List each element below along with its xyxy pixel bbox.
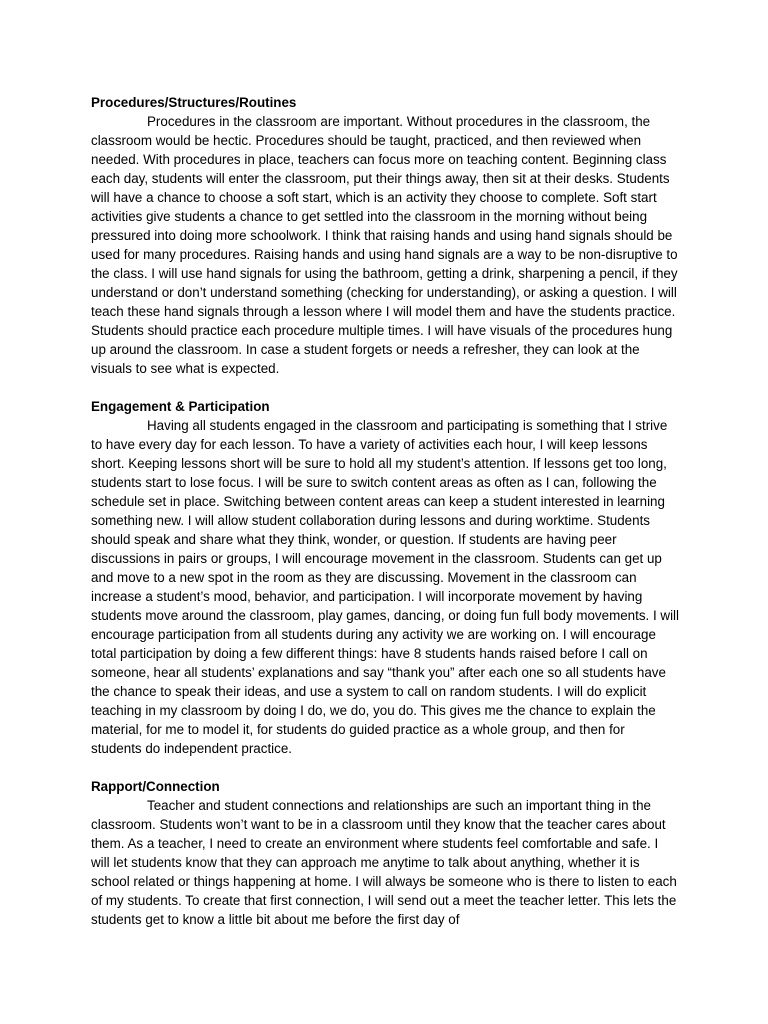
section-engagement [91, 397, 679, 758]
section-procedures [91, 93, 679, 378]
section-heading: Engagement & Participation [91, 399, 270, 414]
section-spacer [91, 378, 679, 397]
section-paragraph: Having all students engaged in the classroom and participating is something that I strive to have every day for each lesson. To have a variety of activities each hour, I will keep lessons short. Keeping lessons short will be sure to hold all my student’s attention. If lessons get too long, students start to lose focus. I will be sure to switch content areas as often as I can, following the schedule set in place. Switching between content areas can keep a student interested in learning something new. I will allow student collaboration during lessons and during worktime. Students should speak and share what they think, wonder, or question. If students are having peer discussions in pairs or groups, I will encourage movement in the classroom. Students can get up and move to a new spot in the room as they are discussing. Movement in the classroom can increase a student’s mood, behavior, and participation. I will incorporate movement by having students move around the classroom, play games, dancing, or doing fun full body movements. I will encourage participation from all students during any activity we are working on. I will encourage total participation by doing a few different things: have 8 students hands raised before I call on someone, hear all students’ explanations and say “thank you” after each one so all students have the chance to speak their ideas, and use a system to call on random students. I will do explicit teaching in my classroom by doing I do, we do, you do. This gives me the chance to explain the material, for me to model it, for students do guided practice as a whole group, and then for students do independent practice. [91, 418, 680, 756]
section-paragraph: Procedures in the classroom are important. Without procedures in the classroom, the classroom would be hectic. Procedures should be taught, practiced, and then reviewed when needed. With procedures in place, teachers can focus more on teaching content. Beginning class each day, students will enter the classroom, put their things away, then sit at their desks. Students will have a chance to choose a soft start, which is an activity they choose to complete. Soft start activities give students a chance to get settled into the classroom in the morning without being pressured into doing more schoolwork. I think that raising hands and using hand signals should be used for many procedures. Raising hands and using hand signals are a way to be non-disruptive to the class. I will use hand signals for using the bathroom, getting a drink, sharpening a pencil, if they understand or don’t understand something (checking for understanding), or asking a question. I will teach these hand signals through a lesson where I will model them and have the students practice. Students should practice each procedure multiple times. I will have visuals of the procedures hung up around the classroom. In case a student forgets or needs a refresher, they can look at the visuals to see what is expected. [91, 114, 678, 376]
section-heading: Procedures/Structures/Routines [91, 95, 297, 110]
section-paragraph: Teacher and student connections and relationships are such an important thing in the classroom. Students won’t want to be in a classroom until they know that the teacher cares about them. As a teacher, I need to create an environment where students feel comfortable and safe. I will let students know that they can approach me anytime to talk about anything, whether it is school related or things happening at home. I will always be someone who is there to listen to each of my students. To create that first connection, I will send out a meet the teacher letter. This lets the students get to know a little bit about me before the first day of [91, 798, 677, 927]
document-body [91, 93, 679, 929]
section-rapport [91, 777, 679, 929]
section-heading: Rapport/Connection [91, 779, 220, 794]
section-spacer [91, 758, 679, 777]
